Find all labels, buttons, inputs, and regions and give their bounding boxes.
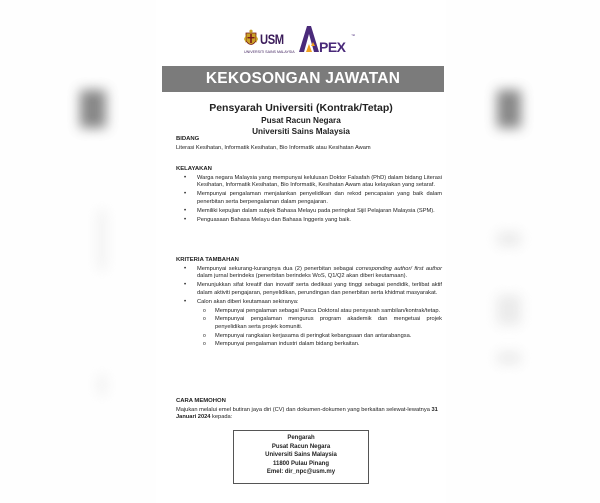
- bullet-icon: •: [184, 282, 187, 289]
- bullet-icon: •: [184, 298, 187, 305]
- section-bidang: [176, 136, 442, 152]
- contact-address-box: [233, 430, 369, 484]
- bullet-icon: •: [184, 191, 187, 198]
- svg-text:PEX: PEX: [319, 39, 346, 54]
- svg-text:™: ™: [351, 33, 355, 38]
- contact-line: Universiti Sains Malaysia: [265, 452, 337, 459]
- logo-bar: [244, 20, 358, 54]
- application-instructions: Majukan melalui emel butiran jaya diri (CV) dan dokumen-dokumen yang berkaitan selewat-lewatnya 31 Januari 2024 kepada:: [176, 406, 438, 421]
- list-item: • Calon akan diberi keutamaan sekiranya: o Mempunyai pengalaman sebagai Pasca Doktoral atau pensyarah sambilan/kontrak/tetap. o Mempunyai pengalaman mengurus program akademik dan mengetuai projek penyelidikan serta projek komuniti. o Mempunyai rangkaian kerjasama di peringkat kebangsaan dan antarabangsa. o Mempunyai pengalaman industri dalam bidang berkaitan.: [184, 298, 442, 348]
- list-item: • Menunjukkan sifat kreatif dan inovatif serta dedikasi yang tinggi sebagai pendidik, terlibat aktif dalam aktiviti pengajaran, penyelidikan, perundingan dan penerbitan serta khidmat masyarakat.: [184, 282, 442, 296]
- university-name: Universiti Sains Malaysia: [252, 127, 350, 136]
- background-blur: [497, 295, 521, 325]
- section-kriteria-tambahan: [176, 257, 442, 350]
- background-blur: [497, 352, 521, 364]
- background-blur: [80, 90, 106, 128]
- bidang-text: Literasi Kesihatan, Informatik Kesihatan, Bio Informatik atau Kesihatan Awam: [176, 144, 371, 151]
- contact-email: Emel: dir_npc@usm.my: [266, 469, 336, 476]
- contact-line: Pengarah: [287, 435, 315, 441]
- list-item: • Mempunyai pengalaman menjalankan penyelidikan dan rekod pencapaian yang baik dalam penerbitan serta berpengalaman dalam pengajaran.: [184, 191, 442, 205]
- bullet-icon: •: [184, 216, 187, 223]
- apex-logo-icon: [298, 24, 358, 54]
- circle-bullet-icon: o: [203, 341, 206, 348]
- section-kelayakan: [176, 166, 442, 226]
- list-item: • Mempunyai sekurang-kurangnya dua (2) penerbitan sebagai corresponding author/ first author dalam jurnal berindeks (penerbitan berindeks WoS, Q1/Q2 akan diberi keutamaan).: [184, 265, 442, 280]
- vacancy-banner: [162, 66, 444, 92]
- banner-title: KEKOSONGAN JAWATAN: [205, 70, 401, 87]
- sub-list-item: o Mempunyai pengalaman industri dalam bidang berkaitan.: [203, 341, 360, 348]
- bullet-icon: •: [184, 265, 187, 272]
- bullet-icon: •: [184, 174, 187, 181]
- background-blur: [497, 90, 521, 128]
- sub-list-item: o Mempunyai pengalaman sebagai Pasca Doktoral atau pensyarah sambilan/kontrak/tetap.: [203, 307, 441, 314]
- apex-logo: [298, 24, 358, 54]
- list-item: • Warga negara Malaysia yang mempunyai kelulusan Doktor Falsafah (PhD) dalam bidang Literasi Kesihatan, Informatik Kesihatan, Bio Informatik, Kesihatan Awam atau kelayakan yang setaraf.: [184, 174, 442, 189]
- bullet-icon: •: [184, 207, 187, 214]
- usm-subtitle: UNIVERSITI SAINS MALAYSIA: [244, 50, 295, 54]
- usm-crest-icon: [244, 29, 258, 49]
- position-title: Pensyarah Universiti (Kontrak/Tetap): [209, 102, 393, 114]
- section-heading: CARA MEMOHON: [176, 398, 226, 404]
- sub-list-item: o Mempunyai rangkaian kerjasama di peringkat kebangsaan dan antarabangsa.: [203, 332, 412, 339]
- section-heading: BIDANG: [176, 136, 200, 142]
- circle-bullet-icon: o: [203, 332, 206, 339]
- section-heading: KRITERIA TAMBAHAN: [176, 257, 239, 263]
- section-cara-memohon: [176, 398, 442, 422]
- contact-line: 11800 Pulau Pinang: [272, 460, 330, 467]
- contact-line: Pusat Racun Negara: [271, 443, 331, 450]
- position-titles: [156, 101, 446, 137]
- usm-wordmark: USM: [260, 31, 284, 47]
- section-heading: KELAYAKAN: [176, 166, 212, 172]
- centre-name: Pusat Racun Negara: [261, 116, 341, 125]
- job-vacancy-poster: [156, 0, 446, 503]
- deadline: 31 Januari 2024: [176, 406, 438, 421]
- list-item: • Penguasaan Bahasa Melayu dan Bahasa Inggeris yang baik.: [184, 216, 351, 223]
- usm-logo: [244, 29, 295, 54]
- list-item: • Memiliki kepujian dalam subjek Bahasa Melayu pada peringkat Sijil Pelajaran Malaysia (SPM).: [184, 207, 435, 214]
- background-blur: [99, 375, 105, 395]
- background-blur: [99, 210, 105, 270]
- background-blur: [497, 232, 521, 246]
- sub-list-item: o Mempunyai pengalaman mengurus program akademik dan mengetuai projek penyelidikan serta projek komuniti.: [203, 316, 442, 330]
- circle-bullet-icon: o: [203, 316, 206, 323]
- circle-bullet-icon: o: [203, 307, 206, 314]
